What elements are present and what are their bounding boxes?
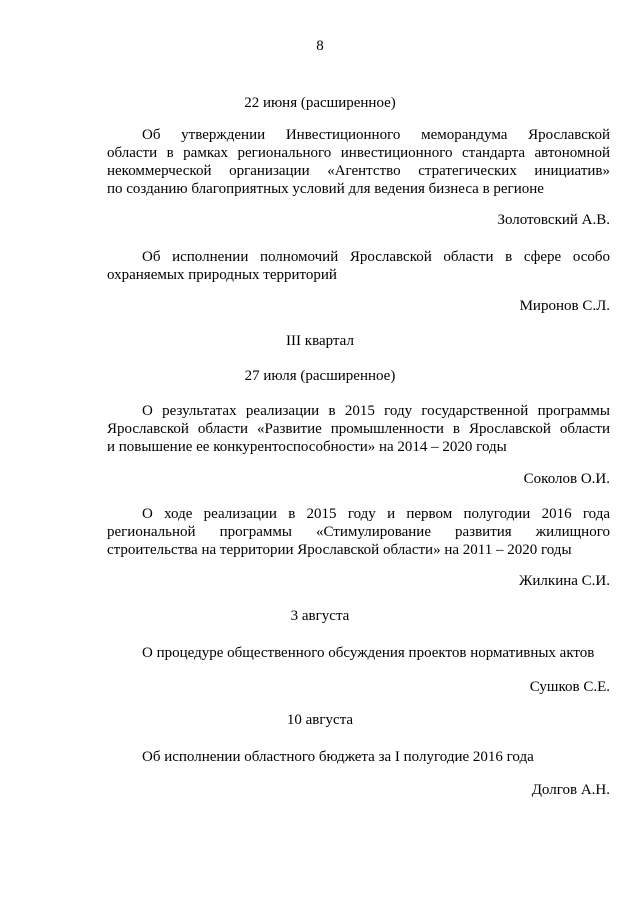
agenda-line: по созданию благоприятных условий для ведения бизнеса в регионе — [107, 181, 544, 197]
meeting-date: 3 августа — [290, 608, 350, 624]
meeting-date: 27 июля (расширенное) — [244, 368, 396, 384]
responsible-person: Миронов С.Л. — [519, 298, 610, 314]
agenda-line: Об исполнении полномочий Ярославской области в сфере особо — [142, 249, 610, 265]
agenda-item — [107, 248, 610, 284]
agenda-line: О ходе реализации в 2015 году и первом полугодии 2016 года — [142, 506, 610, 522]
agenda-line: Об исполнении областного бюджета за I полугодие 2016 года — [142, 749, 534, 765]
agenda-line: О результатах реализации в 2015 году государственной программы — [142, 403, 610, 419]
responsible-person: Жилкина С.И. — [518, 573, 610, 589]
agenda-line: Об утверждении Инвестиционного меморандума Ярославской — [142, 127, 610, 143]
agenda-line: строительства на территории Ярославской области» на 2011 – 2020 годы — [107, 542, 572, 558]
agenda-item — [107, 126, 610, 198]
agenda-line: региональной программы «Стимулирование развития жилищного — [107, 524, 610, 540]
meeting-date: 10 августа — [286, 712, 354, 728]
agenda-line: и повышение ее конкурентоспособности» на 2014 – 2020 годы — [107, 439, 507, 455]
meeting-date: 22 июня (расширенное) — [244, 95, 396, 111]
agenda-item — [107, 402, 610, 456]
agenda-line: некоммерческой организации «Агентство стратегических инициатив» — [107, 163, 610, 179]
responsible-person: Соколов О.И. — [523, 471, 610, 487]
agenda-item — [107, 748, 610, 766]
agenda-line: охраняемых природных территорий — [107, 267, 337, 283]
agenda-item — [107, 644, 610, 662]
responsible-person: Сушков С.Е. — [529, 679, 610, 695]
page-number: 8 — [316, 38, 324, 54]
agenda-item — [107, 505, 610, 559]
agenda-line: Ярославской области «Развитие промышленности в Ярославской области — [107, 421, 610, 437]
responsible-person: Золотовский А.В. — [497, 212, 610, 228]
responsible-person: Долгов А.Н. — [531, 782, 610, 798]
agenda-line: области в рамках регионального инвестиционного стандарта автономной — [107, 145, 610, 161]
agenda-line: О процедуре общественного обсуждения проектов нормативных актов — [142, 645, 595, 661]
quarter-heading: III квартал — [286, 333, 354, 349]
